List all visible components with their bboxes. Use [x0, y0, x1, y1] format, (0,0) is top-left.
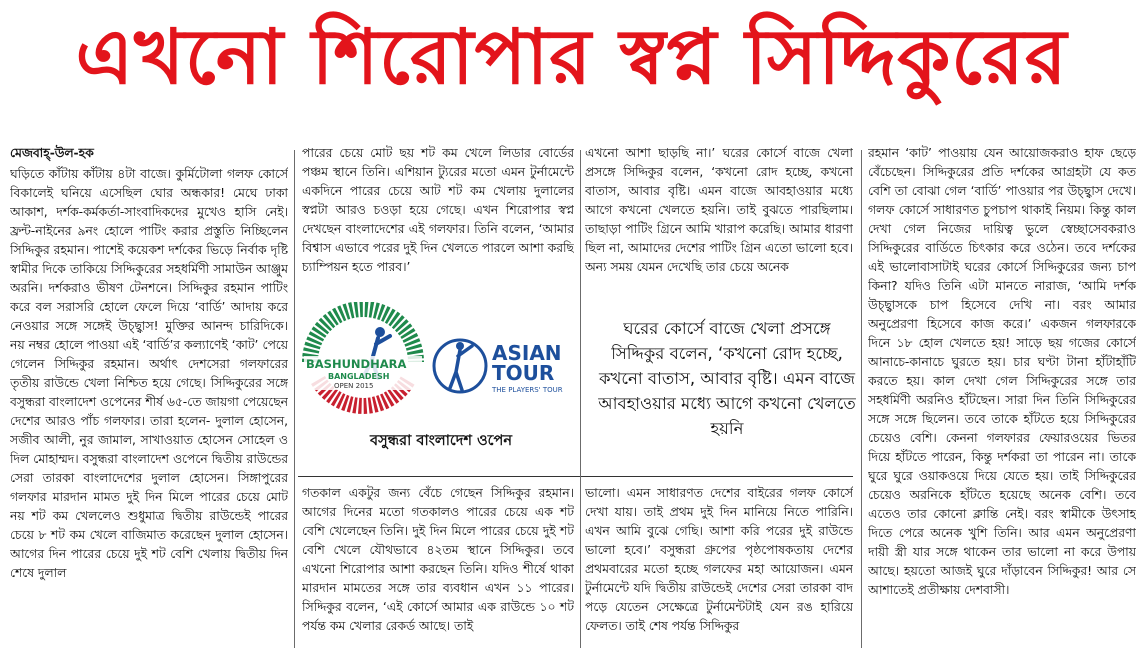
tour-text: TOUR [492, 361, 555, 385]
article-column-3-bottom [585, 484, 853, 648]
column-2-top-text: পারের চেয়ে মোট ছয় শট কম খেলে লিডার বোর্ডের পঞ্চম স্থানে তিনি। এশিয়ান ট্যুরের মতো এমন টুর্নামেন্টে একদিনে পারের চেয়ে আট শট কম খেলায় দুলালের স্বপ্নটা আরও চওড়া হয়ে গেছে। এখন শিরোপার স্বপ্ন দেখছেন বাংলাদেশের এই গলফার। তিনি বলেন, ‘আমার বিশ্বাস এভাবে পরের দুই দিন খেলতে পারলে আশা করছি চ্যাম্পিয়ন হতে পারব।’ [302, 146, 574, 274]
column-3-top-text: এখনো আশা ছাড়ছি না।’ ঘরের কোর্সে বাজে খেলা প্রসঙ্গে সিদ্দিকুর বলেন, ‘কখনো রোদ হচ্ছে, কখনো বাতাস, আবার বৃষ্টি। এমন বাজে আবহাওয়ার মধ্যে আগে কখনো খেলতে হয়নি। তাই বুঝতে পারছিলাম। তাছাড়া পাটিং গ্রিনে আমি খারাপ করেছি। আমার ধারণা ছিল না, আমাদের দেশের পাটিং গ্রিন এতো ভালো হবে। অন্য সময় যেমন দেখেছি তার চেয়ে অনেক [585, 146, 853, 274]
article-column-4 [868, 144, 1136, 648]
asian-text: ASIAN [492, 341, 562, 365]
article-column-2-top [302, 144, 574, 290]
column-2-bottom-text: গতকাল একটুর জন্য বেঁচে গেছেন সিদ্দিকুর রহমান। আগের দিনের মতো গতকালও পারের চেয়ে এক শট বেশি খেলেছেন তিনি। দুই দিন মিলে পারের চেয়ে দুই শট বেশি খেলে যৌথভাবে ৪২তম স্থানে সিদ্দিকুর। তবে এখনো শিরোপার আশা করছেন তিনি। যদিও শীর্ষে থাকা মারদান মামতের সঙ্গে তার ব্যবধান এখন ১১ পারের। সিদ্দিকুর বলেন, ‘এই কোর্সে আমার এক রাউন্ডে ১০ শট পর্যন্ত কম খেলার রেকর্ড আছে। তাই [302, 486, 574, 633]
byline: মেজবাহ্-উল-হক [10, 146, 94, 160]
players-tour-text: THE PLAYERS' TOUR [492, 386, 563, 394]
pull-quote: ঘরের কোর্সে বাজে খেলা প্রসঙ্গে সিদ্দিকুর বলেন, ‘কখনো রোদ হচ্ছে, কখনো বাতাস, আবার বৃষ্টি। এমন বাজে আবহাওয়ার মধ্যে আগে কখনো খেলতে হয়নি [598, 319, 856, 438]
bashundhara-text: BASHUNDHARA [306, 357, 407, 371]
open-year-text: OPEN 2015 [334, 382, 374, 390]
bangladesh-text: BANGLADESH [328, 372, 390, 381]
column-divider [294, 150, 295, 648]
asian-tour-logo [432, 332, 582, 402]
headline: এখনো শিরোপার স্বপ্ন সিদ্দিকুরের [75, 11, 1068, 101]
bashundhara-open-logo [298, 302, 428, 422]
sponsor-logo-block [298, 302, 584, 464]
column-divider [580, 150, 581, 648]
article-column-1 [10, 144, 288, 648]
column-1-text: ঘড়িতে কাঁটায় কাঁটায় ৪টা বাজে। কুর্মিটোলা গলফ কোর্সে বিকালেই ঘনিয়ে এসেছিল ঘোর অন্ধকার! মেঘে ঢাকা আকাশ, দর্শক-কর্মকর্তা-সাংবাদিকদের মুখেও হাসি নেই। ফ্রন্ট-নাইনের ৯নং হোলে পাটিং করার প্রস্তুতি নিচ্ছিলেন সিদ্দিকুর রহমান। পাশেই কয়েকশ দর্শকের ভিড়ে নির্বাক দৃষ্টি স্বামীর দিকে তাকিয়ে সিদ্দিকুরের সহধর্মিণী সামাউন আঞ্জুম অরনি। দর্শকরাও ভীষণ টেনশনে। সিদ্দিকুর রহমান পাটিং করে বল সরাসরি হোলে ফেলে দিয়ে ‘বার্ডি’ আদায় করে নেওয়ার সঙ্গে সঙ্গেই উচ্ছ্বাস! মুক্তির আনন্দ চারিদিকে। নয় নম্বর হোলে পাওয়া এই ‘বার্ডি’র কল্যাণেই ‘কাট’ পেয়ে গেলেন সিদ্দিকুর রহমান। অর্থাৎ দেশসেরা গলফারের তৃতীয় রাউন্ডে খেলা নিশ্চিত হয়ে গেছে। সিদ্দিকুরের সঙ্গে বসুন্ধরা বাংলাদেশ ওপেনের শীর্ষ ৬৫-তে জায়গা পেয়েছেন দেশের আরও পাঁচ গলফার। তারা হলেন- দুলাল হোসেন, সজীব আলী, নুর জামাল, সাখাওয়াত হোসেন সোহেল ও দিল মোহাম্মদ। বসুন্ধরা বাংলাদেশ ওপেনে দ্বিতীয় রাউন্ডের সেরা তারকা বাংলাদেশের দুলাল হোসেন। সিঙ্গাপুরের গলফার মারদান মামত দুই দিন মিলে পারের চেয়ে মোট নয় শট কম খেললেও শুধুমাত্র দ্বিতীয় রাউন্ডেই পারের চেয়ে ৮ শট কম খেলে বাজিমাত করেছেন দুলাল হোসেন। আগের দিন পারের চেয়ে দুই শট বেশি খেলায় দ্বিতীয় দিন শেষে দুলাল [10, 167, 288, 580]
logo-caption: বসুন্ধরা বাংলাদেশ ওপেন [370, 433, 512, 449]
column-3-bottom-text: ভালো। এমন সাধারণত দেশের বাইরের গলফ কোর্সে দেখা যায়। তাই প্রথম দুই দিন মানিয়ে নিতে পারিনি। এখন আমি বুঝে গেছি। আশা করি পরের দুই রাউন্ডে ভালো হবে।’ বসুন্ধরা গ্রুপের পৃষ্ঠপোষকতায় দেশের প্রথমবারের মতো হচ্ছে গলফের মহা আয়োজন। এমন টুর্নামেন্টে যদি দ্বিতীয় রাউন্ডেই দেশের সেরা তারকা বাদ পড়ে যেতেন সেক্ষেত্রে টুর্নামেন্টটাই যেন রঙ হারিয়ে ফেলত। তাই শেষ পর্যন্ত সিদ্দিকুর [585, 486, 853, 633]
article-column-3-top [585, 144, 853, 292]
column-4-text: রহমান ‘কাট’ পাওয়ায় যেন আয়োজকরাও হাফ ছেড়ে বেঁচেছেন। সিদ্দিকুরের প্রতি দর্শকের আগ্রহটা যে কত বেশি তা বোঝা গেল ‘বার্ডি’ পাওয়ার পর উচ্ছ্বাস দেখে। গলফ কোর্সে সাধারণত চুপচাপ থাকাই নিয়ম। কিন্তু কাল দেখা গেল নিজের দায়িত্ব ভুলে স্বেচ্ছাসেবকরাও সিদ্দিকুরের বার্ডিতে চিৎকার করে ওঠেন। তবে দর্শকের এই ভালোবাসাটাই ঘরের কোর্সে সিদ্দিকুরের জন্য চাপ কিনা? যদিও তিনি এটা মানতে নারাজ, ‘আমি দর্শক উচ্ছ্বাসকে চাপ হিসেবে দেখি না। বরং আমার অনুপ্রেরণা হিসেবে কাজ করে।’ একজন গলফারকে দিনে ১৮ হোল খেলতে হয়! সাড়ে ছয় গজের কোর্সে আনাচে-কানাচে ঘুরতে হয়। চার ঘণ্টা টানা হাঁটাহাঁটি করতে হয়। কাল দেখা গেল সিদ্দিকুরের সঙ্গে তার সহধর্মিণী অরনিও হাঁটছেন। সারা দিন তিনি সিদ্দিকুরের সঙ্গে সঙ্গে ছিলেন। তবে তাকে হাঁটতে হয়ে সিদ্দিকুরের চেয়েও বেশি। কেননা গলফারর ফেয়ারওয়ের ভিতর দিয়ে হাঁটতে পারেন, কিন্তু দর্শকরা তা পারেন না। তাকে ঘুরে ঘুরে ওয়াকওয়ে দিয়ে যেতে হয়। তাই সিদ্দিকুরের চেয়েও অরনিকে হাঁটতে হয়েছে অনেক বেশি। তবে এতেও তার কোনো ক্লান্তি নেই। বরং স্বামীকে উৎসাহ দিতে পেরে অনেক খুশি তিনি। আর এমন অনুপ্রেরণা দায়ী স্ত্রী যার সঙ্গে থাকেন তার ভালো না করে উপায় আছে। হয়তো আজই ঘুরে দাঁড়াবেন সিদ্দিকুর! আর সে আশাতেই প্রতীক্ষায় দেশবাসী। [868, 146, 1136, 597]
column-divider [861, 150, 862, 648]
section-divider [298, 476, 853, 477]
article-column-2-bottom [302, 484, 574, 648]
